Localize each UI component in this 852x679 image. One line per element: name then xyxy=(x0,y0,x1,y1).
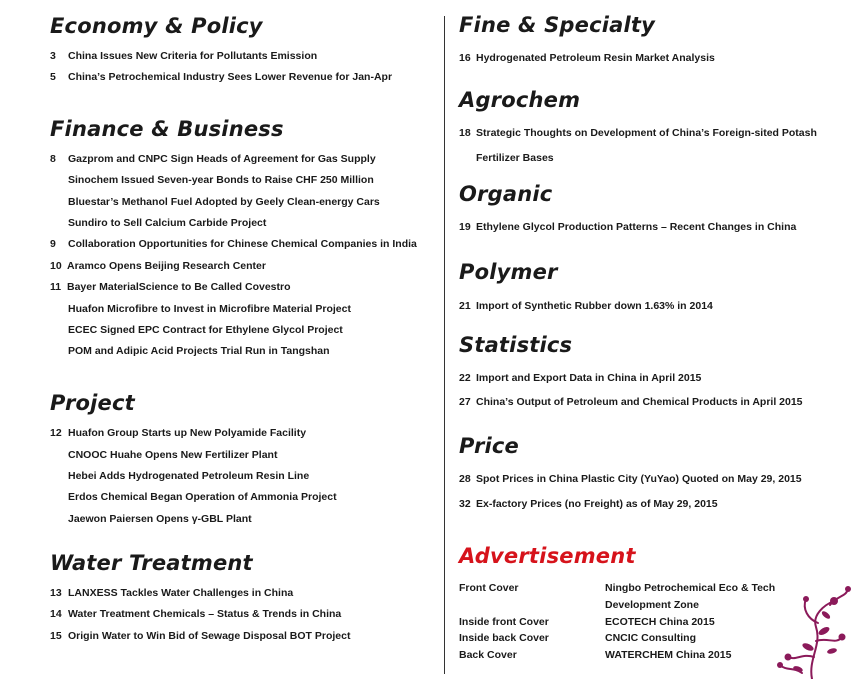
column-divider xyxy=(444,16,445,674)
section-heading-water-treatment: Water Treatment xyxy=(50,551,253,575)
section-heading-finance-business: Finance & Business xyxy=(50,117,284,141)
section-heading-polymer: Polymer xyxy=(459,260,558,284)
section-heading-statistics: Statistics xyxy=(459,333,573,357)
table-of-contents-page: Economy & Policy 3 China Issues New Criteria for Pollutants Emission 5 China’s Petrochemical Industry Sees Lower Revenue for Jan-Apr Finance & Business 8 Gazprom and CNPC Sign Heads of Agreement for Gas Supply Sinochem Issued Seven-year Bonds to Raise CHF 250 Million Bluestar’s Methanol Fuel Adopted by Geely Clean-energy Cars Sundiro to Sell Calcium Carbide Project 9 Collaboration Opportunities for Chinese Chemical Companies in India 10 Aramco Opens Beijing Research Center 11 Bayer MaterialScience to Be Called Covestro Huafon Microfibre to Invest in Microfibre Material Project ECEC Signed EPC Contract for Ethylene Glycol Project POM and Adipic Acid Projects Trial Run in Tangshan Project 12 Huafon Group Starts up New Polyamide Facility CNOOC Huahe Opens New Fertilizer Plant Hebei Adds Hydrogenated Petroleum Resin Line Erdos Chemical Began Operation of Ammonia Project Jaewon Paiersen Opens γ-GBL Plant Water Treatment 13 LANXESS Tackles Water Challenges in China 14 Water Treatment Chemicals – Status & Trends in China 15 Origin Water to Win Bid of Sewage Disposal BOT Project Fine & Specialty 16 Hydrogenated Petroleum Resin Market Analysis Agrochem 18 Strategic Thoughts on Development of China’s Foreign-sited Potash Fertilizer Bases Organic 19 Ethylene Glycol Production Patterns – Recent Changes in China Polymer 21 Import of Synthetic Rubber down 1.63% in 2014 Statistics 22 Import and Export Data in China in April 2015 27 China’s Output of Petroleum and Chemical Products in April 2015 Price 28 Spot Prices in China Plastic City (YuYao) Quoted on May 29, 2015 32 Ex-factory Prices (no Freight) as of May 29, 2015 Advertisement Front Cover Ningbo Petrochemical Eco & Tech Development Zone Inside front Cover ECOTECH China 2015 Inside back Cover CNCIC Consulting Back Cover WATERCHEM China 2015 xyxy=(0,0,852,679)
floral-ornament-icon xyxy=(772,579,852,679)
section-heading-agrochem: Agrochem xyxy=(459,88,581,112)
section-heading-economy-policy: Economy & Policy xyxy=(50,14,263,38)
section-heading-project: Project xyxy=(50,391,135,415)
section-heading-price: Price xyxy=(459,434,519,458)
section-heading-advertisement: Advertisement xyxy=(459,544,636,568)
section-heading-organic: Organic xyxy=(459,182,553,206)
section-heading-fine-specialty: Fine & Specialty xyxy=(459,13,656,37)
